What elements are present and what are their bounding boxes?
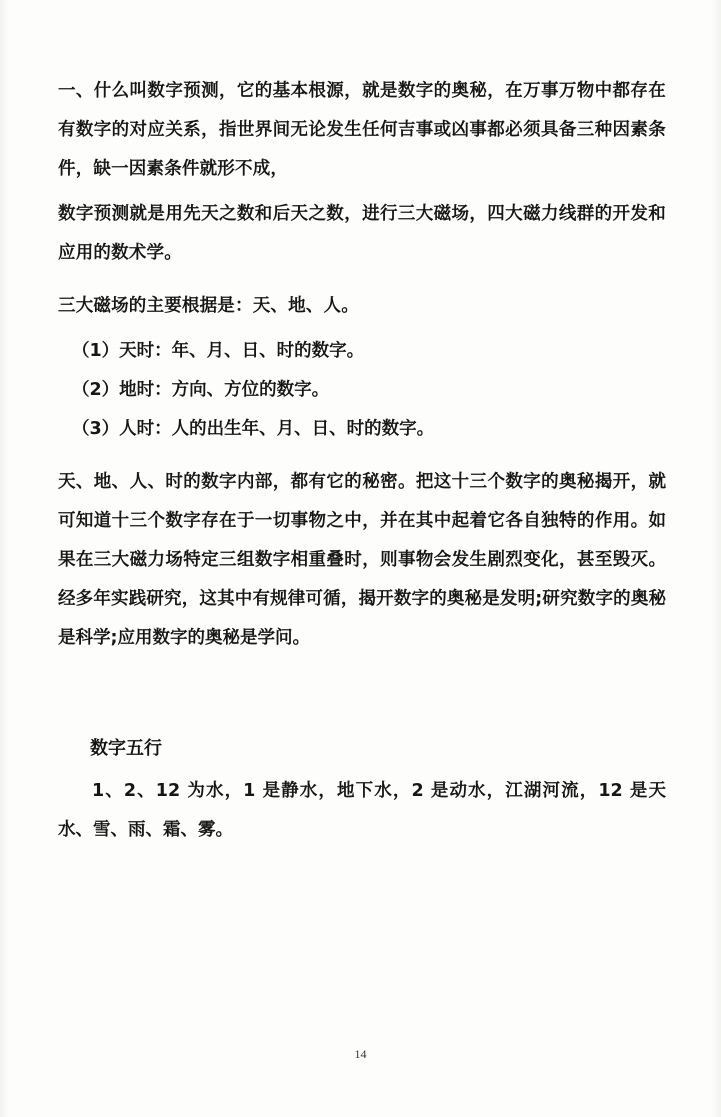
body-paragraph: 天、地、人、时的数字内部，都有它的秘密。把这十三个数字的奥秘揭开，就可知道十三个数字存在于一切事物之中，并在其中起着它各自独特的作用。如果在三大磁力场特定三组数字相重叠时，则事物会发生剧烈变化，甚至毁灭。经多年实践研究，这其中有规律可循，揭开数字的奥秘是发明;研究数字的奥秘是科学;应用数字的奥秘是学问。: [58, 472, 666, 648]
list-item: （3）人时：人的出生年、月、日、时的数字。: [72, 419, 435, 439]
spacer: [58, 273, 666, 287]
section-paragraph: 1、2、12 为水，1 是静水，地下水，2 是动水，江湖河流，12 是天水、雪、雨、霜、雾。: [58, 781, 666, 840]
paragraph-3: 三大磁场的主要根据是：天、地、人。: [58, 296, 359, 316]
list-item: （1）天时：年、月、日、时的数字。: [72, 341, 365, 361]
paragraph-1: 一、什么叫数字预测，它的基本根源，就是数字的奥秘，在万事万物中都存在有数字的对应关系，指世界间无论发生任何吉事或凶事都必须具备三种因素条件，缺一因素条件就形不成，: [58, 81, 666, 179]
spacer: [58, 658, 666, 732]
page-content: [58, 72, 666, 850]
spacer: [58, 449, 666, 463]
scan-edge-right: [709, 0, 721, 1117]
list-item: （2）地时：方向、方位的数字。: [72, 380, 330, 400]
section-title: 数字五行: [90, 738, 162, 759]
paragraph-2: 数字预测就是用先天之数和后天之数，进行三大磁场，四大磁力线群的开发和应用的数术学。: [58, 204, 666, 263]
scan-edge-left: [0, 0, 10, 1117]
page-number: 14: [354, 1047, 367, 1061]
